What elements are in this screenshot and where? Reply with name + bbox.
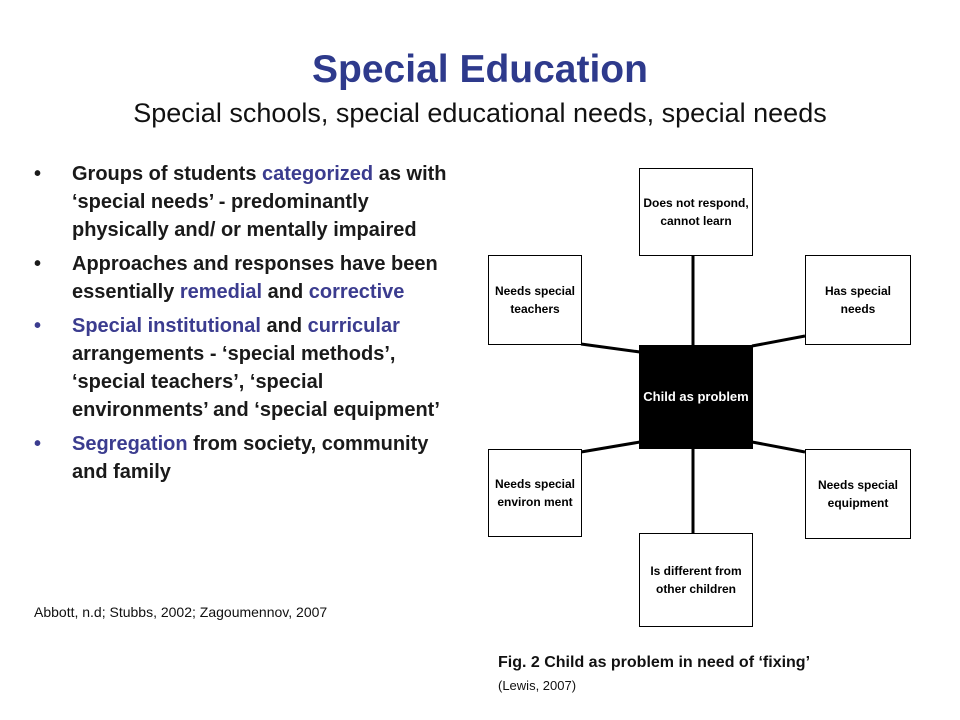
bullet-dot: • [34, 163, 42, 185]
bullet-2-highlight-remedial: remedial [179, 281, 263, 303]
bullet-3-text-and: and [260, 315, 308, 337]
connector-bottom-left [581, 442, 640, 452]
bullet-item-1 [34, 160, 464, 244]
figure-caption-source: (Lewis, 2007) [498, 678, 577, 693]
bullet-list [34, 160, 464, 492]
bullet-4-highlight-segregation: Segregation [72, 433, 188, 455]
reference-text: Abbott, n.d; Stubbs, 2002; Zagoumennov, 2007 [34, 604, 328, 620]
box-needs-special-environment: Needs special environ ment [488, 449, 582, 537]
box-does-not-respond: Does not respond, cannot learn [639, 168, 753, 256]
bullet-1-highlight: categorized [262, 163, 374, 185]
bullet-dot: • [34, 433, 42, 455]
connector-top-right [752, 336, 805, 346]
bullet-item-2 [34, 250, 464, 306]
slide-subtitle: Special schools, special educational needs, special needs [133, 98, 827, 128]
figure-caption: Fig. 2 Child as problem in need of ‘fixing’ [498, 654, 811, 671]
bullet-3-highlight-institutional: Special institutional [72, 315, 261, 337]
problem-diagram [480, 160, 920, 640]
bullet-1-text-b: as with ‘special needs’ - predominantly physically and/ or mentally impaired [72, 163, 447, 241]
bullet-2-text-b: and [262, 281, 309, 303]
connector-bottom-right [752, 442, 805, 452]
bullet-dot: • [34, 253, 42, 275]
bullet-item-4 [34, 430, 464, 486]
slide-title: Special Education [312, 48, 648, 91]
bullet-4-text: from society, community and family [72, 433, 429, 483]
box-needs-special-teachers: Needs special teachers [488, 255, 582, 345]
bullet-1-text-a: Groups of students [72, 163, 262, 185]
box-is-different: Is different from other children [639, 533, 753, 627]
bullet-2-highlight-corrective: corrective [308, 281, 405, 303]
box-needs-special-equipment: Needs special equipment [805, 449, 911, 539]
box-child-as-problem: Child as problem [639, 345, 753, 449]
bullet-item-3 [34, 312, 464, 424]
bullet-3-text-b: arrangements - ‘special methods’, ‘special teachers’, ‘special environments’ and ‘special equipment’ [72, 343, 440, 421]
box-has-special-needs: Has special needs [805, 255, 911, 345]
bullet-3-highlight-curricular: curricular [307, 315, 400, 337]
connector-top-left [581, 344, 640, 352]
bullet-2-text-a: Approaches and responses have been essentially [72, 253, 438, 303]
bullet-dot: • [34, 315, 42, 337]
